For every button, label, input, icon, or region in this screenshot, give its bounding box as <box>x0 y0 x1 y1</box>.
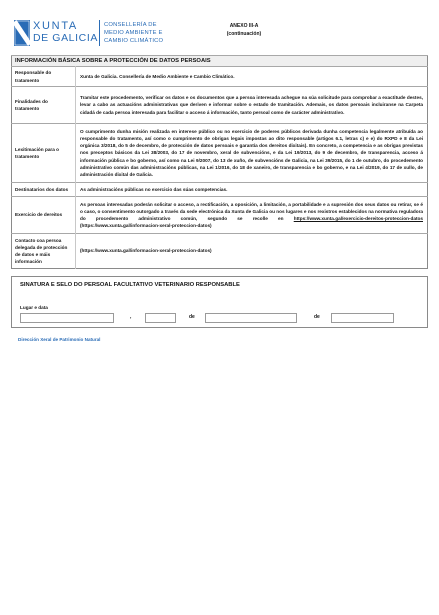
xunta-emblem-icon <box>14 20 30 46</box>
department-name <box>104 21 163 45</box>
row-text-rights <box>76 197 428 234</box>
de-separator-1: de <box>189 314 195 320</box>
de-separator-2: de <box>314 314 320 320</box>
data-protection-table <box>11 55 428 269</box>
form-body <box>11 55 428 342</box>
footer-directorate: Dirección Xeral de Patrimonio Natural <box>18 337 101 342</box>
signature-box <box>11 276 428 328</box>
row-text-purposes: Tramitar este procedemento, verificar os datos e os documentos que a persoa interesada achegue na súa solicitude para comprobar a exactitude destes, levar a cabo as actuacións administrativas que deriven e informar sobre o estado de tramitación. Ademais, os datos persoais incluiranse na Carpeta cidadá de cada persoa interesada para facilitar o acceso á información, tanto persoal como de carácter administrativo. <box>76 87 428 124</box>
table-row <box>12 234 428 269</box>
row-text-controller: Xunta de Galicia. Consellería de Medio Ambiente e Cambio Climático. <box>76 67 428 87</box>
logo-line-2: DE GALICIA <box>33 32 98 44</box>
table-row <box>12 67 428 87</box>
day-field[interactable] <box>145 313 176 323</box>
table-row <box>12 87 428 124</box>
xunta-logo-text <box>33 20 98 45</box>
table-row <box>12 183 428 197</box>
logo-line-1: XUNTA <box>33 20 78 32</box>
data-protection-title: INFORMACIÓN BÁSICA SOBRE A PROTECCIÓN DE DATOS PERSOAIS <box>12 56 428 67</box>
table-row <box>12 124 428 183</box>
logo-divider <box>99 20 100 46</box>
department-line-3: CAMBIO CLIMÁTICO <box>104 38 164 44</box>
annex-subtitle: (continuación) <box>226 31 262 37</box>
rights-link-suffix: (https://www.xunta.gal/informacion-xeral-proteccion-datos) <box>80 223 212 229</box>
department-line-1: CONSELLERÍA DE <box>104 22 157 28</box>
rights-text: As persoas interesadas poderán solicitar o acceso, a rectificación, a oposición, a limitación, a portabilidade e a supresión dos seus datos ou retirar, se é o caso, o consentimento outorgado a través da sede electrónica da Xunta de Galicia ou nos lugares e nos rexistros establecidos na normativa reguladora do procedemento administrativo común, segundo se recolle en <box>80 201 423 221</box>
row-text-legitimation: O cumprimento dunha misión realizada en interese público ou no exercicio de poderes públicos derivada dunha competencia legalmente atribuída ao responsable do tratamento, así como o cumprimento de obrigas legais impostas ao dito responsable (artigos 6.1, letras c) e e) do RXPD e 8 da Lei orgánica 3/2018, do 5 de decembro, de protección de datos persoais e garantía dos dereitos dixitais). En concreto, a competencia e as obrigas previstas nos preceptos básicos da Lei 38/2003, do 17 de novembro, xeral de subvencións, e da Lei 19/2013, do 9 de decembro, de transparencia, acceso á información pública e bo goberno, así como na Lei 9/2007, do 13 de xuño, de subvencións de Galicia, na Lei 39/2015, do 1 de outubro, do procedemento administrativo común das administracións públicas, na Lei 1/2016, do 18 de xaneiro, de transparencia e bo goberno, e na Lei 4/2019, do 17 de xullo, de administración dixital de Galicia. <box>76 124 428 183</box>
row-label-legitimation: Lexitimación para o tratamento <box>12 124 76 183</box>
row-text-recipients: As administracións públicas no exercicio das súas competencias. <box>76 183 428 197</box>
place-field[interactable] <box>20 313 114 323</box>
year-field[interactable] <box>331 313 394 323</box>
row-label-controller: Responsable do tratamento <box>12 67 76 87</box>
row-label-recipients: Destinatarios dos datos <box>12 183 76 197</box>
row-label-rights: Exercicio de dereitos <box>12 197 76 234</box>
annex-heading <box>212 22 276 38</box>
data-protection-title-row <box>12 56 428 67</box>
comma-separator: , <box>130 314 132 320</box>
row-label-contact: Contacto coa persoa delegada de protección de datos e máis información <box>12 234 76 269</box>
place-date-label: Lugar e data <box>20 305 48 310</box>
row-text-contact: (https://www.xunta.gal/informacion-xeral-proteccion-datos) <box>76 234 428 269</box>
signature-title: SINATURA E SELO DO PERSOAL FACULTATIVO VETERINARIO RESPONSABLE <box>20 282 240 288</box>
month-field[interactable] <box>205 313 297 323</box>
annex-title: ANEXO III-A <box>229 23 259 29</box>
row-label-purposes: Finalidades do tratamento <box>12 87 76 124</box>
department-line-2: MEDIO AMBIENTE E <box>104 30 163 36</box>
rights-link[interactable]: https://www.xunta.gal/exercicio-dereitos-proteccion-datos <box>293 216 423 221</box>
table-row <box>12 197 428 234</box>
